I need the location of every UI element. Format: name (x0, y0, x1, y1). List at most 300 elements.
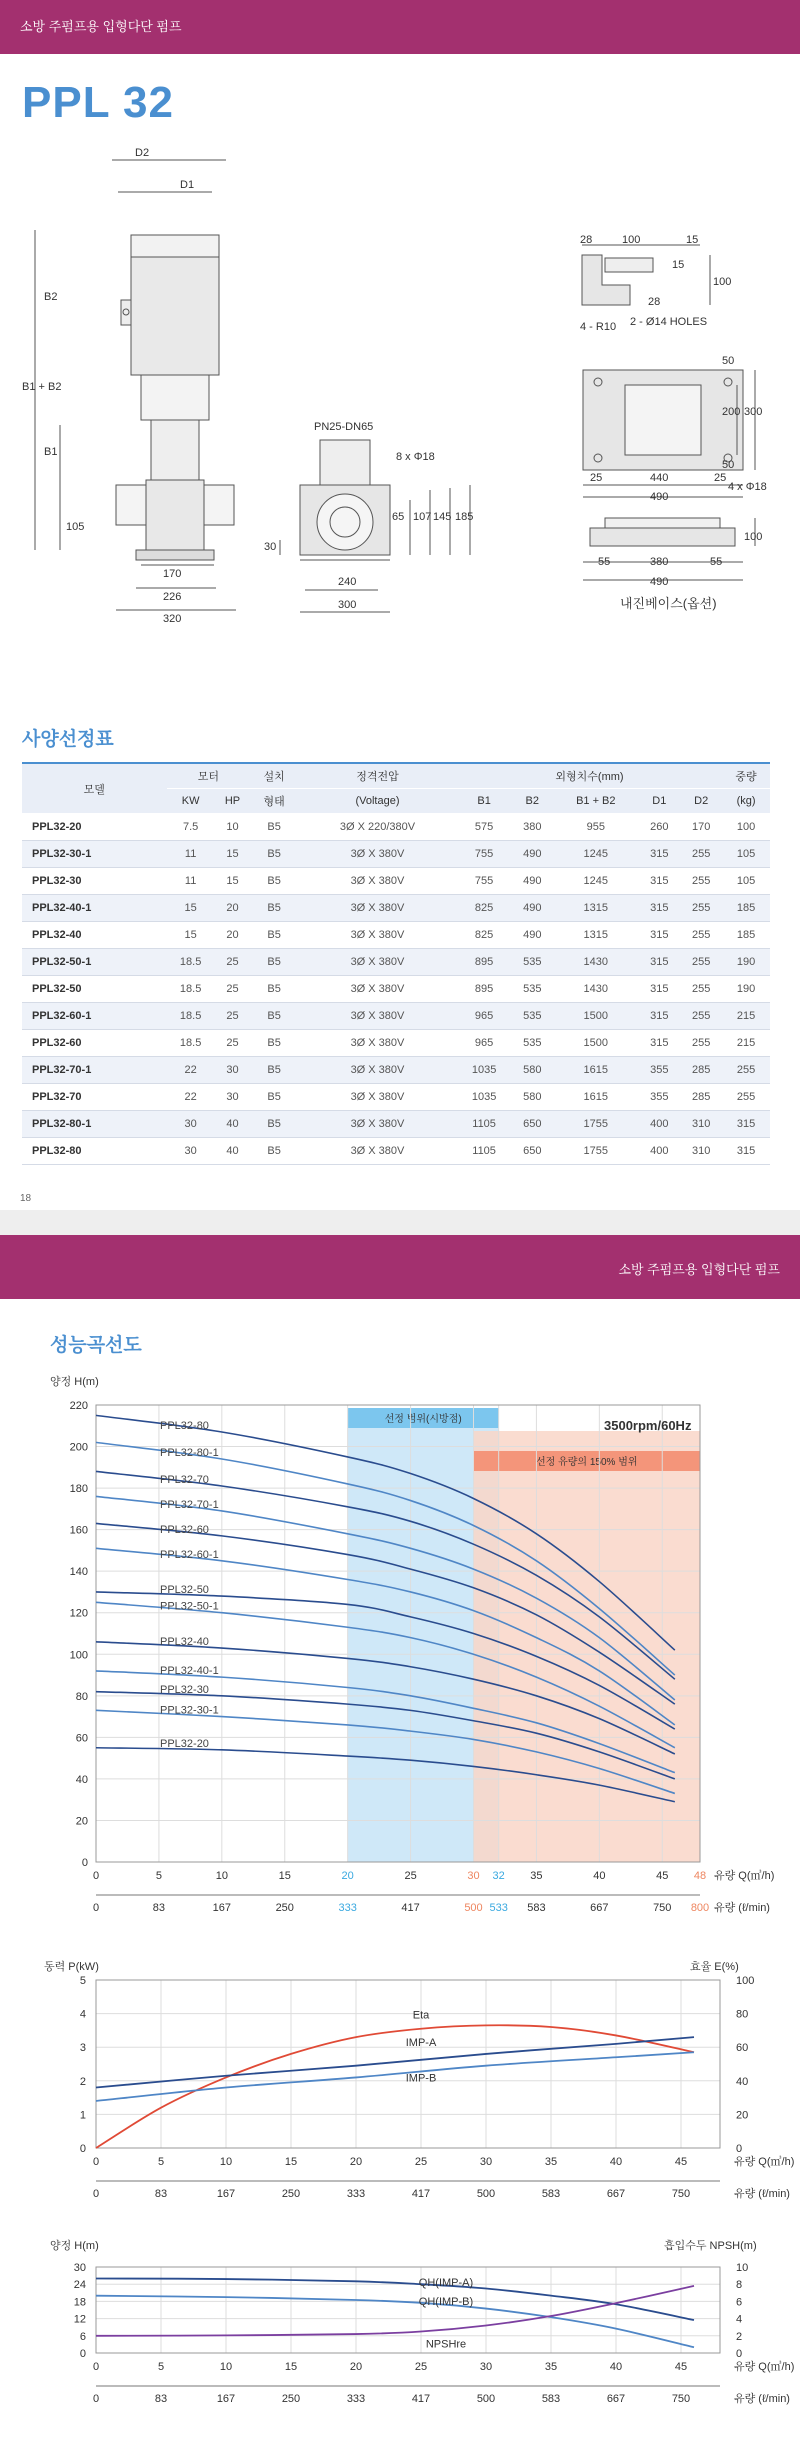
table-cell: 25 (215, 1003, 251, 1030)
model-cell: PPL32-80 (22, 1138, 167, 1165)
table-cell: 310 (680, 1138, 722, 1165)
table-cell: 190 (722, 949, 770, 976)
x-tick-label: 30 (479, 2361, 493, 2373)
y-axis-label-right: 효율 E(%) (690, 1961, 739, 1973)
table-cell: 40 (215, 1111, 251, 1138)
table-cell: 100 (722, 814, 770, 841)
table-cell: 315 (638, 841, 680, 868)
x-tick-label: 20 (349, 2361, 363, 2373)
dim-base-holes: 4 x Φ18 (728, 481, 767, 493)
curve-imp-a (96, 2037, 694, 2087)
curve-label: PPL32-60 (160, 1523, 209, 1536)
table-cell: 255 (722, 1057, 770, 1084)
dim-240: 240 (338, 576, 357, 588)
curve-label: PPL32-80 (160, 1420, 209, 1433)
y-tick-label-left: 4 (79, 2008, 86, 2021)
y-tick-label: 220 (69, 1400, 88, 1412)
y-axis-label-right: 흡입수두 NPSH(m) (664, 2240, 757, 2252)
dim-base-200: 200 (722, 406, 741, 418)
y-tick-label: 0 (81, 1857, 88, 1869)
x-tick-label-lmin: 0 (92, 1902, 100, 1914)
table-cell: 1615 (553, 1084, 638, 1111)
table-cell: 490 (511, 895, 553, 922)
dim-bracket-r10: 4 - R10 (580, 321, 617, 333)
dim-side-55a: 55 (598, 556, 611, 568)
curve-label: Eta (412, 2009, 430, 2022)
table-cell: B5 (250, 1030, 298, 1057)
x-tick-label-lmin: 167 (212, 1902, 232, 1914)
y-tick-label-left: 18 (73, 2296, 86, 2309)
th-install2: 형태 (250, 789, 298, 814)
table-cell: 535 (511, 976, 553, 1003)
x-tick-label: 45 (656, 1870, 669, 1882)
x-tick-label: 35 (544, 2156, 558, 2168)
product-title: PPL 32 (22, 78, 174, 127)
y-tick-label-left: 5 (79, 1975, 86, 1987)
x-tick-label-lmin: 500 (476, 2188, 496, 2200)
y-tick-label-right: 60 (736, 2042, 749, 2055)
curve-qhimp-b (96, 2296, 694, 2348)
table-cell: B5 (250, 841, 298, 868)
dim-base-50a: 50 (722, 355, 735, 367)
dim-170: 170 (163, 568, 182, 580)
header-title-2: 소방 주펌프용 입형다단 펌프 (618, 1262, 780, 1277)
table-cell: 1315 (553, 895, 638, 922)
table-cell: 1755 (553, 1138, 638, 1165)
x-tick-label-lmin: 583 (541, 2393, 561, 2405)
table-cell: 22 (167, 1084, 215, 1111)
table-row (22, 922, 770, 949)
table-cell: 580 (511, 1057, 553, 1084)
y-tick-label-right: 10 (736, 2262, 749, 2274)
header-bar (0, 0, 800, 54)
model-cell: PPL32-70-1 (22, 1057, 167, 1084)
table-cell: 965 (457, 1030, 511, 1057)
table-cell: 7.5 (167, 814, 215, 841)
dim-base-440: 440 (650, 472, 669, 484)
th-install: 설치 (250, 763, 298, 789)
table-cell: 315 (638, 949, 680, 976)
y-tick-label-left: 30 (73, 2262, 86, 2274)
dim-30: 30 (264, 541, 277, 553)
y-tick-label-left: 2 (79, 2075, 86, 2088)
table-cell: 3Ø X 380V (298, 1111, 457, 1138)
th-dims: 외형치수(mm) (457, 763, 722, 789)
dim-107: 107 (413, 511, 432, 523)
x-tick-label-lmin: 83 (154, 2188, 168, 2200)
table-cell: 1105 (457, 1111, 511, 1138)
table-cell: 400 (638, 1138, 680, 1165)
table-cell: B5 (250, 1111, 298, 1138)
x-tick-label: 25 (414, 2361, 428, 2373)
curve-label: PPL32-70-1 (160, 1498, 219, 1511)
th-b1: B1 (457, 789, 511, 814)
y-tick-label: 80 (75, 1690, 88, 1703)
x-tick-label: 5 (157, 2361, 165, 2373)
table-cell: 310 (680, 1111, 722, 1138)
table-row (22, 841, 770, 868)
x-tick-label: 40 (593, 1870, 606, 1882)
table-cell: 3Ø X 380V (298, 922, 457, 949)
y-tick-label-right: 40 (736, 2075, 749, 2088)
table-cell: 30 (215, 1057, 251, 1084)
th-model: 모델 (22, 763, 167, 814)
flow-150-label: 선정 유량의 150% 범위 (535, 1457, 638, 1468)
y-tick-label-left: 3 (79, 2042, 86, 2055)
dim-base-50b: 50 (722, 459, 735, 471)
x-tick-label-lmin: 250 (275, 1902, 294, 1914)
table-cell: 25 (215, 976, 251, 1003)
table-row (22, 1138, 770, 1165)
x-tick-label-lmin: 167 (216, 2188, 236, 2200)
table-cell: 18.5 (167, 1003, 215, 1030)
x-tick-label: 35 (530, 1870, 543, 1882)
x-tick-label-lmin: 500 (464, 1902, 483, 1914)
table-cell: 490 (511, 868, 553, 895)
dim-65: 65 (392, 511, 405, 523)
model-cell: PPL32-50-1 (22, 949, 167, 976)
table-cell: 185 (722, 895, 770, 922)
dim-bracket-100: 100 (622, 234, 641, 246)
y-tick-label-right: 0 (736, 2143, 743, 2155)
table-cell: 3Ø X 380V (298, 976, 457, 1003)
x-tick-label: 32 (492, 1870, 505, 1882)
table-row (22, 949, 770, 976)
y-axis-label-left: 양정 H(m) (50, 2240, 99, 2252)
table-cell: B5 (250, 1084, 298, 1111)
table-cell: 965 (457, 1003, 511, 1030)
table-row (22, 1003, 770, 1030)
table-cell: 1755 (553, 1111, 638, 1138)
y-tick-label-right: 0 (736, 2348, 743, 2360)
dim-side-100: 100 (744, 531, 763, 543)
dim-b1b2: B1 + B2 (22, 381, 62, 393)
dim-320: 320 (163, 613, 182, 625)
table-cell: 315 (638, 1030, 680, 1057)
y-tick-label-left: 1 (79, 2109, 86, 2122)
dim-bracket-holes: 2 - Ø14 HOLES (630, 316, 708, 328)
x-tick-label-lmin: 83 (152, 1902, 166, 1914)
y-tick-label: 20 (75, 1815, 88, 1828)
table-cell: 30 (167, 1138, 215, 1165)
x-tick-label: 25 (404, 1870, 417, 1882)
curve-imp-b (96, 2052, 694, 2101)
x-tick-label: 45 (674, 2156, 688, 2168)
table-cell: 490 (511, 922, 553, 949)
y-tick-label: 140 (69, 1566, 88, 1579)
y-tick-label: 180 (69, 1483, 88, 1496)
y-tick-label: 60 (75, 1732, 88, 1745)
model-cell: PPL32-60-1 (22, 1003, 167, 1030)
table-cell: 650 (511, 1111, 553, 1138)
x-tick-label-lmin: 667 (590, 1902, 609, 1914)
dim-side-380: 380 (650, 556, 669, 568)
x-tick-label-lmin: 167 (216, 2393, 236, 2405)
table-cell: 355 (638, 1057, 680, 1084)
x-tick-label-lmin: 0 (92, 2188, 100, 2200)
table-cell: 3Ø X 380V (298, 1003, 457, 1030)
x-tick-label-lmin: 83 (154, 2393, 168, 2405)
table-cell: B5 (250, 922, 298, 949)
dim-185: 185 (455, 511, 474, 523)
y-tick-label-left: 6 (79, 2330, 86, 2343)
table-cell: 260 (638, 814, 680, 841)
x-tick-label: 15 (284, 2361, 298, 2373)
dim-bracket-h28: 28 (648, 296, 661, 308)
y-tick-label-right: 6 (736, 2296, 743, 2309)
dim-side-55b: 55 (710, 556, 723, 568)
dim-b1: B1 (44, 446, 58, 458)
model-cell: PPL32-50 (22, 976, 167, 1003)
table-cell: 255 (680, 1030, 722, 1057)
table-cell: 315 (638, 895, 680, 922)
table-cell: 3Ø X 380V (298, 1030, 457, 1057)
table-row (22, 976, 770, 1003)
x-tick-label: 40 (609, 2156, 623, 2168)
x-tick-label-lmin: 333 (338, 1902, 357, 1914)
table-cell: 490 (511, 841, 553, 868)
curve-label: QH(IMP-A) (418, 2277, 474, 2290)
header-bar-2 (0, 1235, 800, 1299)
table-row (22, 1111, 770, 1138)
table-cell: 18.5 (167, 976, 215, 1003)
model-cell: PPL32-30 (22, 868, 167, 895)
plot-frame (96, 2267, 720, 2353)
x-tick-label-lmin: 333 (346, 2188, 366, 2200)
y-tick-label-right: 4 (736, 2313, 743, 2326)
table-cell: 255 (680, 976, 722, 1003)
spec-table-body (22, 814, 770, 1165)
th-d1: D1 (638, 789, 680, 814)
x-axis-label-q: 유량 Q(㎥/h) (714, 1870, 775, 1882)
table-cell: 25 (215, 949, 251, 976)
table-cell: 15 (167, 922, 215, 949)
curve-label: PPL32-70 (160, 1474, 209, 1487)
x-tick-label-lmin: 800 (690, 1902, 710, 1914)
th-motor: 모터 (167, 763, 251, 789)
dim-bracket-28: 28 (580, 234, 593, 246)
x-tick-label: 20 (341, 1870, 354, 1882)
table-cell: 11 (167, 841, 215, 868)
y-tick-label: 100 (69, 1649, 88, 1662)
curve-npshre (96, 2286, 694, 2336)
table-cell: 3Ø X 380V (298, 895, 457, 922)
table-cell: B5 (250, 814, 298, 841)
model-cell: PPL32-80-1 (22, 1111, 167, 1138)
x-tick-label-lmin: 667 (606, 2188, 626, 2200)
npsh-head-chart (0, 2225, 800, 2437)
x-tick-label: 10 (219, 2361, 233, 2373)
table-cell: 755 (457, 868, 511, 895)
table-cell: B5 (250, 976, 298, 1003)
dim-300: 300 (338, 599, 357, 611)
x-tick-label-lmin: 667 (606, 2393, 626, 2405)
x-tick-label-lmin: 750 (671, 2188, 691, 2200)
dim-d2: D2 (135, 147, 150, 159)
curve-label: PPL32-40 (160, 1636, 209, 1649)
table-cell: 285 (680, 1084, 722, 1111)
x-axis-label-lmin: 유량 (ℓ/min) (714, 1902, 770, 1914)
table-cell: 255 (680, 895, 722, 922)
table-cell: 285 (680, 1057, 722, 1084)
table-cell: 1105 (457, 1138, 511, 1165)
table-cell: 315 (638, 922, 680, 949)
x-tick-label: 0 (92, 1870, 100, 1882)
base-caption: 내진베이스(옵션) (620, 596, 717, 611)
performance-title: 성능곡선도 (50, 1335, 142, 1356)
y-tick-label: 40 (75, 1773, 88, 1786)
table-cell: 1500 (553, 1030, 638, 1057)
table-row (22, 1057, 770, 1084)
table-cell: 30 (215, 1084, 251, 1111)
selection-range-label: 선정 범위(시방점) (384, 1414, 462, 1425)
table-cell: 18.5 (167, 1030, 215, 1057)
table-cell: 255 (680, 922, 722, 949)
y-tick-label: 120 (69, 1607, 88, 1620)
curve-label: PPL32-80-1 (160, 1447, 219, 1460)
x-axis-label-q: 유량 Q(㎥/h) (734, 2156, 795, 2168)
table-row (22, 1030, 770, 1057)
curve-label: PPL32-30 (160, 1683, 209, 1696)
table-cell: 1245 (553, 868, 638, 895)
table-cell: B5 (250, 1003, 298, 1030)
table-cell: 1315 (553, 922, 638, 949)
x-tick-label: 48 (693, 1870, 707, 1882)
table-cell: 400 (638, 1111, 680, 1138)
x-tick-label: 30 (479, 2156, 493, 2168)
table-cell: 1615 (553, 1057, 638, 1084)
table-cell: 15 (167, 895, 215, 922)
x-tick-label: 35 (544, 2361, 558, 2373)
curve-label: PPL32-40-1 (160, 1665, 219, 1678)
table-cell: 3Ø X 380V (298, 841, 457, 868)
table-cell: 170 (680, 814, 722, 841)
table-cell: 105 (722, 841, 770, 868)
table-cell: 40 (215, 1138, 251, 1165)
x-tick-label-lmin: 583 (527, 1902, 546, 1914)
table-cell: 3Ø X 220/380V (298, 814, 457, 841)
y-tick-label-left: 24 (73, 2279, 86, 2292)
y-tick-label-right: 2 (736, 2330, 743, 2343)
x-tick-label: 10 (215, 1870, 228, 1882)
table-cell: 650 (511, 1138, 553, 1165)
x-tick-label: 0 (92, 2156, 100, 2168)
plot-frame (96, 1980, 720, 2148)
table-cell: 315 (638, 868, 680, 895)
dim-base-25b: 25 (714, 472, 727, 484)
speed-note: 3500rpm/60Hz (604, 1418, 692, 1433)
model-cell: PPL32-30-1 (22, 841, 167, 868)
x-tick-label: 5 (155, 1870, 162, 1882)
table-cell: B5 (250, 1138, 298, 1165)
dimension-drawings (0, 140, 800, 630)
x-tick-label: 20 (349, 2156, 363, 2168)
table-row (22, 814, 770, 841)
th-kw: KW (167, 789, 215, 814)
dim-flange-holes: 8 x Φ18 (396, 451, 435, 463)
table-cell: 30 (167, 1111, 215, 1138)
table-row (22, 1084, 770, 1111)
x-axis-label-lmin: 유량 (ℓ/min) (734, 2188, 790, 2200)
table-cell: B5 (250, 949, 298, 976)
dim-pn25: PN25-DN65 (314, 421, 374, 433)
curve-label: PPL32-20 (160, 1737, 209, 1750)
table-cell: 10 (215, 814, 251, 841)
x-axis-label-q: 유량 Q(㎥/h) (734, 2361, 795, 2373)
x-tick-label-lmin: 500 (476, 2393, 496, 2405)
x-tick-label: 5 (157, 2156, 165, 2168)
table-cell: 255 (680, 949, 722, 976)
table-cell: 380 (511, 814, 553, 841)
dim-bracket-h100: 100 (713, 276, 732, 288)
y-tick-label-left: 0 (79, 2143, 86, 2155)
model-cell: PPL32-60 (22, 1030, 167, 1057)
curve-label: IMP-A (405, 2036, 437, 2049)
table-cell: 535 (511, 1030, 553, 1057)
curve-label: NPSHre (425, 2338, 467, 2351)
table-cell: B5 (250, 1057, 298, 1084)
table-cell: 11 (167, 868, 215, 895)
x-tick-label-lmin: 417 (401, 1902, 420, 1914)
th-voltage: 정격전압 (298, 763, 457, 789)
table-cell: 1035 (457, 1057, 511, 1084)
curve-label: PPL32-50-1 (160, 1600, 219, 1613)
th-voltage2: (Voltage) (298, 789, 457, 814)
model-cell: PPL32-20 (22, 814, 167, 841)
curve-label: PPL32-60-1 (160, 1548, 219, 1561)
y-tick-label: 160 (69, 1524, 88, 1537)
table-cell: 355 (638, 1084, 680, 1111)
curve-label: QH(IMP-B) (418, 2295, 474, 2308)
table-cell: 105 (722, 868, 770, 895)
th-weight: 중량 (722, 763, 770, 789)
table-cell: 255 (680, 868, 722, 895)
y-axis-label: 양정 H(m) (50, 1376, 99, 1388)
dim-105: 105 (66, 521, 85, 533)
table-cell: 825 (457, 922, 511, 949)
spec-table (22, 762, 770, 1165)
table-cell: 3Ø X 380V (298, 1057, 457, 1084)
table-cell: 955 (553, 814, 638, 841)
table-cell: 25 (215, 1030, 251, 1057)
th-b1b2: B1 + B2 (553, 789, 638, 814)
table-cell: 3Ø X 380V (298, 1084, 457, 1111)
x-tick-label: 30 (467, 1870, 480, 1882)
table-cell: 15 (215, 841, 251, 868)
table-row (22, 868, 770, 895)
x-tick-label-lmin: 583 (541, 2188, 561, 2200)
table-cell: 535 (511, 949, 553, 976)
head-curve-chart (0, 1365, 800, 1930)
x-tick-label-lmin: 417 (411, 2393, 431, 2405)
table-cell: 20 (215, 922, 251, 949)
x-tick-label: 15 (284, 2156, 298, 2168)
dim-b2: B2 (44, 291, 58, 303)
table-cell: 185 (722, 922, 770, 949)
th-weight2: (kg) (722, 789, 770, 814)
x-tick-label-lmin: 750 (653, 1902, 672, 1914)
table-cell: 315 (638, 1003, 680, 1030)
x-tick-label: 15 (278, 1870, 291, 1882)
curve-qhimp-a (96, 2278, 694, 2320)
table-cell: 580 (511, 1084, 553, 1111)
x-axis-label-lmin: 유량 (ℓ/min) (734, 2393, 790, 2405)
table-cell: 22 (167, 1057, 215, 1084)
table-cell: 190 (722, 976, 770, 1003)
curve-label: PPL32-50 (160, 1584, 209, 1597)
table-cell: 3Ø X 380V (298, 949, 457, 976)
th-d2: D2 (680, 789, 722, 814)
